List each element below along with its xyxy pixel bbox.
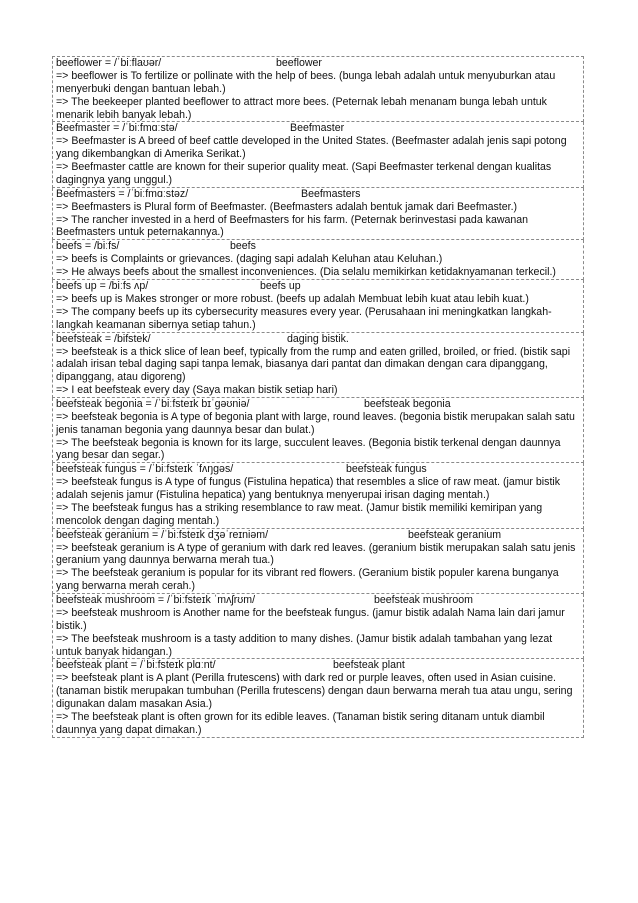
- entry-pronunciation: beeflower = /ˈbiːflaʊər/: [56, 57, 162, 69]
- entry-definition: => Beefmasters is Plural form of Beefmaster. (Beefmasters adalah bentuk jamak dari Beefmaster.): [56, 200, 518, 213]
- entry-pronunciation: beefsteak geranium = /ˈbiːfsteɪk dʒəˈreɪniəm/: [56, 528, 269, 541]
- entry-pronunciation: beefsteak = /bifstek/: [56, 332, 151, 345]
- entry-example: => Beefmaster cattle are known for their superior quality meat. (Sapi Beefmaster terkenal dengan kualitas dagingnya yang unggul.): [56, 161, 552, 186]
- entry-term: beefsteak plant: [333, 659, 405, 672]
- entry-header: [56, 463, 580, 476]
- entry-header: [56, 280, 580, 293]
- entry-definition: => beefsteak plant is A plant (Perilla frutescens) with dark red or purple leaves, often used in Asian cuisine. (tanaman bistik merupakan tumbuhan (Perilla frutescens) dengan daun berwarna merah tua atau ungu, sering digunakan dalam masakan Asia.): [56, 672, 573, 711]
- glossary-entry: [52, 280, 584, 333]
- entry-header: [56, 398, 580, 411]
- entry-term: beefsteak fungus: [346, 463, 427, 476]
- entry-term: Beefmasters: [301, 187, 361, 200]
- entry-term: beefs up: [260, 279, 301, 292]
- entry-definition: => beefsteak mushroom is Another name for the beefsteak fungus. (jamur bistik adalah Nama lain dari jamur bistik.): [56, 607, 565, 632]
- entry-header: [56, 333, 580, 346]
- entry-pronunciation: Beefmaster = /ˈbiːfmɑːstə/: [56, 122, 178, 135]
- entry-definition: => beefsteak is a thick slice of lean beef, typically from the rump and eaten grilled, broiled, or fried. (bistik sapi adalah irisan tebal daging sapi tanpa lemak, biasanya dari pantat dan dimakan dengan cara dipanggang, dipanggang, atau digoreng): [56, 345, 571, 384]
- entry-header: [56, 57, 580, 70]
- entry-example: => The beefsteak mushroom is a tasty addition to many dishes. (Jamur bistik adalah tambahan yang lezat untuk banyak hidangan.): [56, 632, 553, 658]
- entry-header: [56, 659, 580, 672]
- entry-definition: => Beefmaster is A breed of beef cattle developed in the United States. (Beefmaster adalah jenis sapi potong yang dikembangkan di Amerika Serikat.): [56, 135, 567, 161]
- entry-example: => The company beefs up its cybersecurity measures every year. (Perusahaan ini meningkatkan langkah-langkah keamanan sibernya setiap tahun.): [56, 305, 552, 331]
- entry-header: [56, 188, 580, 201]
- entry-example: => The rancher invested in a herd of Beefmasters for his farm. (Peternak berinvestasi pada kawanan Beefmasters untuk peternakannya.): [56, 213, 529, 239]
- entry-pronunciation: beefsteak plant = /ˈbiːfsteɪk plɑːnt/: [56, 659, 216, 672]
- entry-header: [56, 594, 580, 607]
- entry-definition: => beefsteak fungus is A type of fungus (Fistulina hepatica) that resembles a slice of raw meat. (jamur bistik adalah sejenis jamur (Fistulina hepatica) yang bentuknya menyerupai irisan daging mentah.): [56, 476, 561, 502]
- entry-definition: => beeflower is To fertilize or pollinate with the help of bees. (bunga lebah adalah untuk menyuburkan atau menyerbuki dengan bantuan lebah.): [56, 70, 556, 95]
- entry-pronunciation: beefsteak mushroom = /ˈbiːfsteɪk ˈmʌʃrʊm/: [56, 594, 256, 606]
- entry-pronunciation: Beefmasters = /ˈbiːfmɑːstəz/: [56, 187, 189, 200]
- entry-pronunciation: beefs = /biːfs/: [56, 240, 120, 253]
- glossary-entry: [52, 398, 584, 463]
- entry-pronunciation: beefs up = /biːfs ʌp/: [56, 279, 149, 292]
- entry-pronunciation: beefsteak fungus = /ˈbiːfsteɪk ˈfʌŋɡəs/: [56, 463, 234, 476]
- entry-term: beefsteak geranium: [408, 528, 502, 541]
- entry-definition: => beefs up is Makes stronger or more robust. (beefs up adalah Membuat lebih kuat atau lebih kuat.): [56, 292, 529, 305]
- glossary-entry: [52, 529, 584, 594]
- entry-definition: => beefsteak begonia is A type of begonia plant with large, round leaves. (begonia bistik merupakan salah satu jenis tanaman begonia yang daunnya besar dan bulat.): [56, 410, 575, 436]
- entry-pronunciation: beefsteak begonia = /ˈbiːfsteɪk bɪˈɡəʊniə/: [56, 397, 250, 410]
- entry-header: [56, 529, 580, 542]
- entry-term: beeflower: [276, 57, 322, 69]
- entry-term: beefsteak mushroom: [374, 594, 473, 606]
- entry-term: beefsteak begonia: [364, 397, 451, 410]
- entry-example: => The beefsteak fungus has a striking resemblance to raw meat. (Jamur bistik memiliki kemiripan yang mencolok dengan daging mentah.): [56, 501, 543, 527]
- glossary-entry: [52, 56, 584, 122]
- entry-example: => I eat beefsteak every day (Saya makan bistik setiap hari): [56, 384, 338, 397]
- entry-example: => The beekeeper planted beeflower to attract more bees. (Peternak lebah menanam bunga lebah untuk menarik lebih banyak lebah.): [56, 95, 547, 121]
- entry-header: [56, 240, 580, 253]
- glossary-entry: [52, 240, 584, 280]
- glossary-list: [52, 56, 584, 738]
- entry-term: daging bistik.: [287, 332, 349, 345]
- glossary-entry: [52, 659, 584, 737]
- entry-term: Beefmaster: [290, 122, 345, 135]
- glossary-entry: [52, 122, 584, 187]
- entry-example: => The beefsteak plant is often grown for its edible leaves. (Tanaman bistik sering ditanam untuk diambil daunnya yang dapat dimakan.): [56, 710, 545, 736]
- entry-header: [56, 122, 580, 135]
- entry-term: beefs: [230, 240, 256, 253]
- entry-definition: => beefs is Complaints or grievances. (daging sapi adalah Keluhan atau Keluhan.): [56, 253, 443, 266]
- glossary-entry: [52, 333, 584, 398]
- glossary-entry: [52, 463, 584, 528]
- entry-example: => The beefsteak begonia is known for its large, succulent leaves. (Begonia bistik terkenal dengan daunnya yang besar dan segar.): [56, 436, 561, 462]
- entry-example: => The beefsteak geranium is popular for its vibrant red flowers. (Geranium bistik populer karena bunganya yang berwarna merah cerah.): [56, 567, 559, 593]
- glossary-entry: [52, 594, 584, 659]
- glossary-entry: [52, 188, 584, 241]
- entry-definition: => beefsteak geranium is A type of geranium with dark red leaves. (geranium bistik merupakan salah satu jenis geranium yang daunnya berwarna merah tua.): [56, 541, 576, 567]
- entry-example: => He always beefs about the smallest inconveniences. (Dia selalu memikirkan ketidaknyamanan terkecil.): [56, 266, 556, 279]
